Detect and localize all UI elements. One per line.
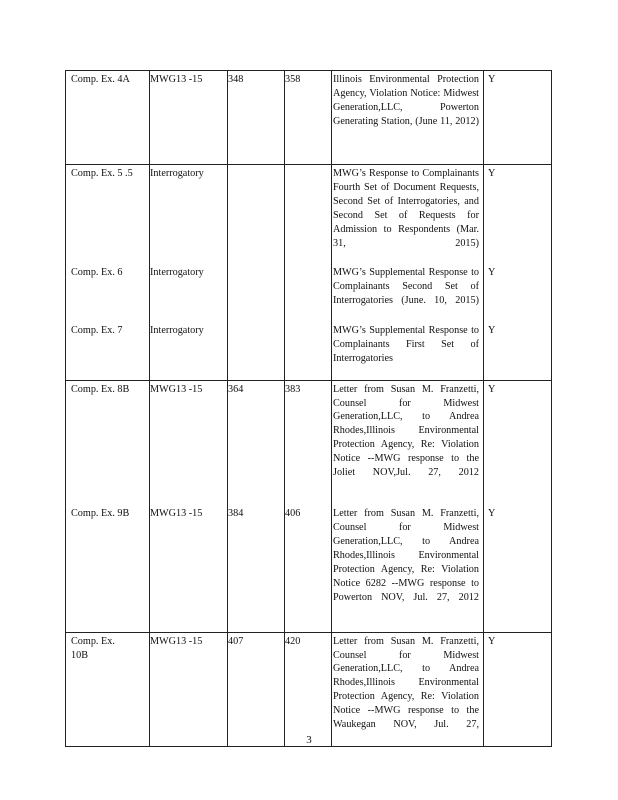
end-page: 406 bbox=[285, 505, 332, 632]
end-page bbox=[285, 322, 332, 380]
table-row bbox=[66, 380, 552, 505]
exhibit-number: Comp. Ex. 5 .5 bbox=[66, 165, 150, 265]
exhibit-description: Letter from Susan M. Franzetti, Counsel for Midwest Generation,LLC, to Andrea Rhodes,Illinois Environmental Protection Agency, Re: Violation Notice --MWG response to the Waukegan NOV, Jul. 27, bbox=[332, 632, 484, 746]
exhibit-description: Illinois Environmental Protection Agency, Violation Notice: Midwest Generation,LLC, Powerton Generating Station, (June 11, 2012) bbox=[332, 71, 484, 165]
exhibit-description: Letter from Susan M. Franzetti, Counsel for Midwest Generation,LLC, to Andrea Rhodes,Illinois Environmental Protection Agency, Re: Violation Notice --MWG response to the Joliet NOV,Jul. 27, 2012 bbox=[332, 380, 484, 505]
start-page bbox=[228, 165, 285, 265]
page-number: 3 bbox=[306, 734, 312, 746]
admitted-flag: Y bbox=[484, 71, 552, 165]
exhibit-number: Comp. Ex. 7 bbox=[66, 322, 150, 380]
exhibit-description: Letter from Susan M. Franzetti, Counsel for Midwest Generation,LLC, to Andrea Rhodes,Illinois Environmental Protection Agency, Re: Violation Notice 6282 --MWG response to Powerton NOV, Jul. 27, 2012 bbox=[332, 505, 484, 632]
exhibit-number: Comp. Ex. 8B bbox=[66, 380, 150, 505]
start-page bbox=[228, 264, 285, 322]
admitted-flag: Y bbox=[484, 505, 552, 632]
start-page: 407 bbox=[228, 632, 285, 746]
exhibit-table bbox=[65, 70, 552, 747]
table-row bbox=[66, 71, 552, 165]
admitted-flag: Y bbox=[484, 322, 552, 380]
end-page: 383 bbox=[285, 380, 332, 505]
source-bates: MWG13 -15 bbox=[150, 505, 228, 632]
source-bates: Interrogatory bbox=[150, 264, 228, 322]
admitted-flag: Y bbox=[484, 632, 552, 746]
end-page bbox=[285, 165, 332, 265]
table-row bbox=[66, 505, 552, 632]
exhibit-description: MWG’s Supplemental Response to Complainants Second Set of Interrogatories (June. 10, 2015) bbox=[332, 264, 484, 322]
table-row bbox=[66, 165, 552, 265]
source-bates: MWG13 -15 bbox=[150, 380, 228, 505]
table-row bbox=[66, 632, 552, 746]
start-page: 348 bbox=[228, 71, 285, 165]
exhibit-description: MWG’s Supplemental Response to Complainants First Set of Interrogatories bbox=[332, 322, 484, 380]
table-row bbox=[66, 264, 552, 322]
admitted-flag: Y bbox=[484, 165, 552, 265]
exhibit-number: Comp. Ex. 10B bbox=[66, 632, 150, 746]
end-page: 358 bbox=[285, 71, 332, 165]
table-row bbox=[66, 322, 552, 380]
start-page bbox=[228, 322, 285, 380]
admitted-flag: Y bbox=[484, 380, 552, 505]
source-bates: Interrogatory bbox=[150, 165, 228, 265]
end-page: 420 bbox=[285, 632, 332, 746]
exhibit-number: Comp. Ex. 9B bbox=[66, 505, 150, 632]
source-bates: MWG13 -15 bbox=[150, 632, 228, 746]
exhibit-description: MWG’s Response to Complainants Fourth Set of Document Requests, Second Set of Interrogatories, and Second Set of Requests for Admission to Respondents (Mar. 31, 2015) bbox=[332, 165, 484, 265]
source-bates: Interrogatory bbox=[150, 322, 228, 380]
end-page bbox=[285, 264, 332, 322]
exhibit-number: Comp. Ex. 6 bbox=[66, 264, 150, 322]
source-bates: MWG13 -15 bbox=[150, 71, 228, 165]
start-page: 384 bbox=[228, 505, 285, 632]
admitted-flag: Y bbox=[484, 264, 552, 322]
start-page: 364 bbox=[228, 380, 285, 505]
exhibit-number: Comp. Ex. 4A bbox=[66, 71, 150, 165]
